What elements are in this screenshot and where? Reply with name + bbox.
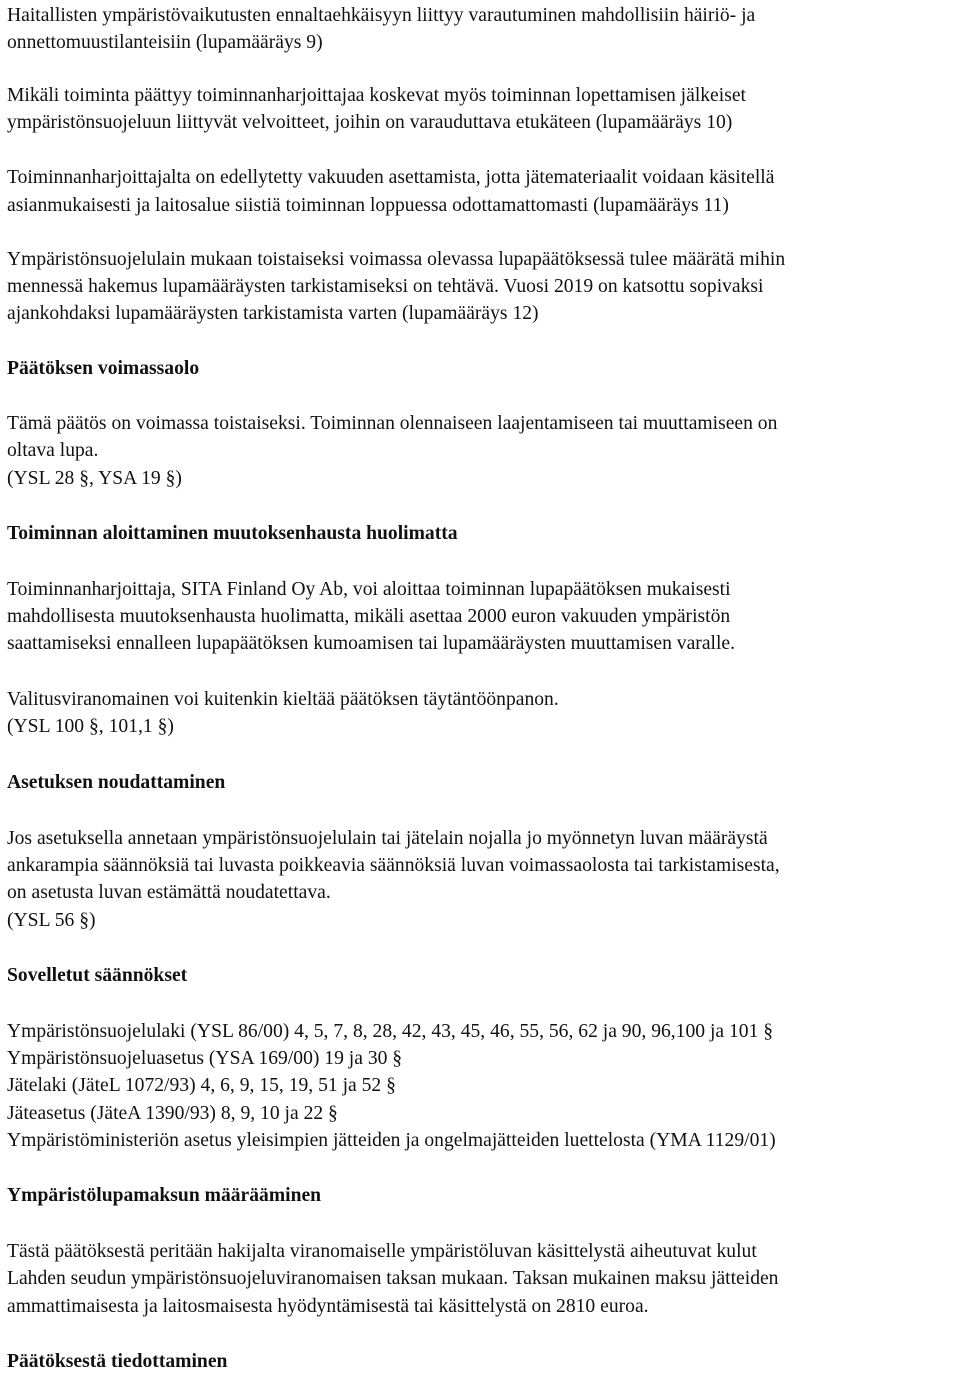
text-line: Toiminnanharjoittajalta on edellytetty vakuuden asettamista, jotta jätemateriaalit voidaan käsitellä — [7, 167, 775, 188]
text-line: Toiminnanharjoittaja, SITA Finland Oy Ab, voi aloittaa toiminnan lupapäätöksen mukaisesti — [7, 579, 731, 600]
section-heading: Ympäristölupamaksun määrääminen — [7, 1185, 322, 1206]
text-line: asianmukaisesti ja laitosalue siistiä toiminnan loppuessa odottamattomasti (lupamääräys 11) — [7, 195, 729, 216]
section-heading: Päätöksen voimassaolo — [7, 358, 200, 379]
text-line: Haitallisten ympäristövaikutusten ennaltaehkäisyyn liittyy varautuminen mahdollisiin häiriö- ja — [7, 5, 756, 26]
text-line: Ympäristönsuojelulaki (YSL 86/00) 4, 5, 7, 8, 28, 42, 43, 45, 46, 55, 56, 62 ja 90, 96,100 ja 101 § — [7, 1021, 774, 1042]
section-heading: Toiminnan aloittaminen muutoksenhausta huolimatta — [7, 523, 458, 544]
text-line: Tämä päätös on voimassa toistaiseksi. Toiminnan olennaiseen laajentamiseen tai muuttamiseen on — [7, 413, 778, 434]
section-heading: Päätöksestä tiedottaminen — [7, 1351, 228, 1372]
text-line: Ympäristönsuojelulain mukaan toistaiseksi voimassa olevassa lupapäätöksessä tulee määrätä mihin — [7, 249, 786, 270]
text-line: Jos asetuksella annetaan ympäristönsuojelulain tai jätelain nojalla jo myönnetyn luvan määräystä — [7, 828, 768, 849]
text-line: Valitusviranomainen voi kuitenkin kieltää päätöksen täytäntöönpanon. — [7, 689, 559, 710]
text-line: ajankohdaksi lupamääräysten tarkistamista varten (lupamääräys 12) — [7, 303, 539, 324]
text-line: Tästä päätöksestä peritään hakijalta viranomaiselle ympäristöluvan käsittelystä aiheutuvat kulut — [7, 1241, 757, 1262]
text-line: onnettomuustilanteisiin (lupamääräys 9) — [7, 32, 323, 53]
text-line: ankarampia säännöksiä tai luvasta poikkeavia säännöksiä luvan voimassaolosta tai tarkistamisesta, — [7, 855, 780, 876]
section-heading: Asetuksen noudattaminen — [7, 772, 226, 793]
text-line: (YSL 28 §, YSA 19 §) — [7, 468, 182, 489]
text-line: Ympäristönsuojeluasetus (YSA 169/00) 19 ja 30 § — [7, 1048, 403, 1069]
text-line: Jätelaki (JäteL 1072/93) 4, 6, 9, 15, 19, 51 ja 52 § — [7, 1075, 396, 1096]
text-line: (YSL 56 §) — [7, 910, 96, 931]
text-line: Jäteasetus (JäteA 1390/93) 8, 9, 10 ja 22 § — [7, 1103, 338, 1124]
text-line: saattamiseksi ennalleen lupapäätöksen kumoamisen tai lupamääräysten muuttamisen varalle. — [7, 633, 735, 654]
section-heading: Sovelletut säännökset — [7, 965, 188, 986]
text-line: mahdollisesta muutoksenhausta huolimatta, mikäli asettaa 2000 euron vakuuden ympäristön — [7, 606, 731, 627]
text-line: ammattimaisesta ja laitosmaisesta hyödyntämisestä tai käsittelystä on 2810 euroa. — [7, 1296, 649, 1317]
text-line: Lahden seudun ympäristönsuojeluviranomaisen taksan mukaan. Taksan mukainen maksu jätteiden — [7, 1268, 779, 1289]
text-line: on asetusta luvan estämättä noudatettava. — [7, 882, 331, 903]
text-line: ympäristönsuojeluun liittyvät velvoitteet, joihin on varauduttava etukäteen (lupamääräys 10) — [7, 112, 733, 133]
text-line: Ympäristöministeriön asetus yleisimpien jätteiden ja ongelmajätteiden luettelosta (YMA 1129/01) — [7, 1130, 776, 1151]
text-line: oltava lupa. — [7, 440, 99, 461]
text-line: mennessä hakemus lupamääräysten tarkistamiseksi on tehtävä. Vuosi 2019 on katsottu sopivaksi — [7, 276, 764, 297]
text-line: (YSL 100 §, 101,1 §) — [7, 716, 174, 737]
text-line: Mikäli toiminta päättyy toiminnanharjoittajaa koskevat myös toiminnan lopettamisen jälkeiset — [7, 85, 746, 106]
